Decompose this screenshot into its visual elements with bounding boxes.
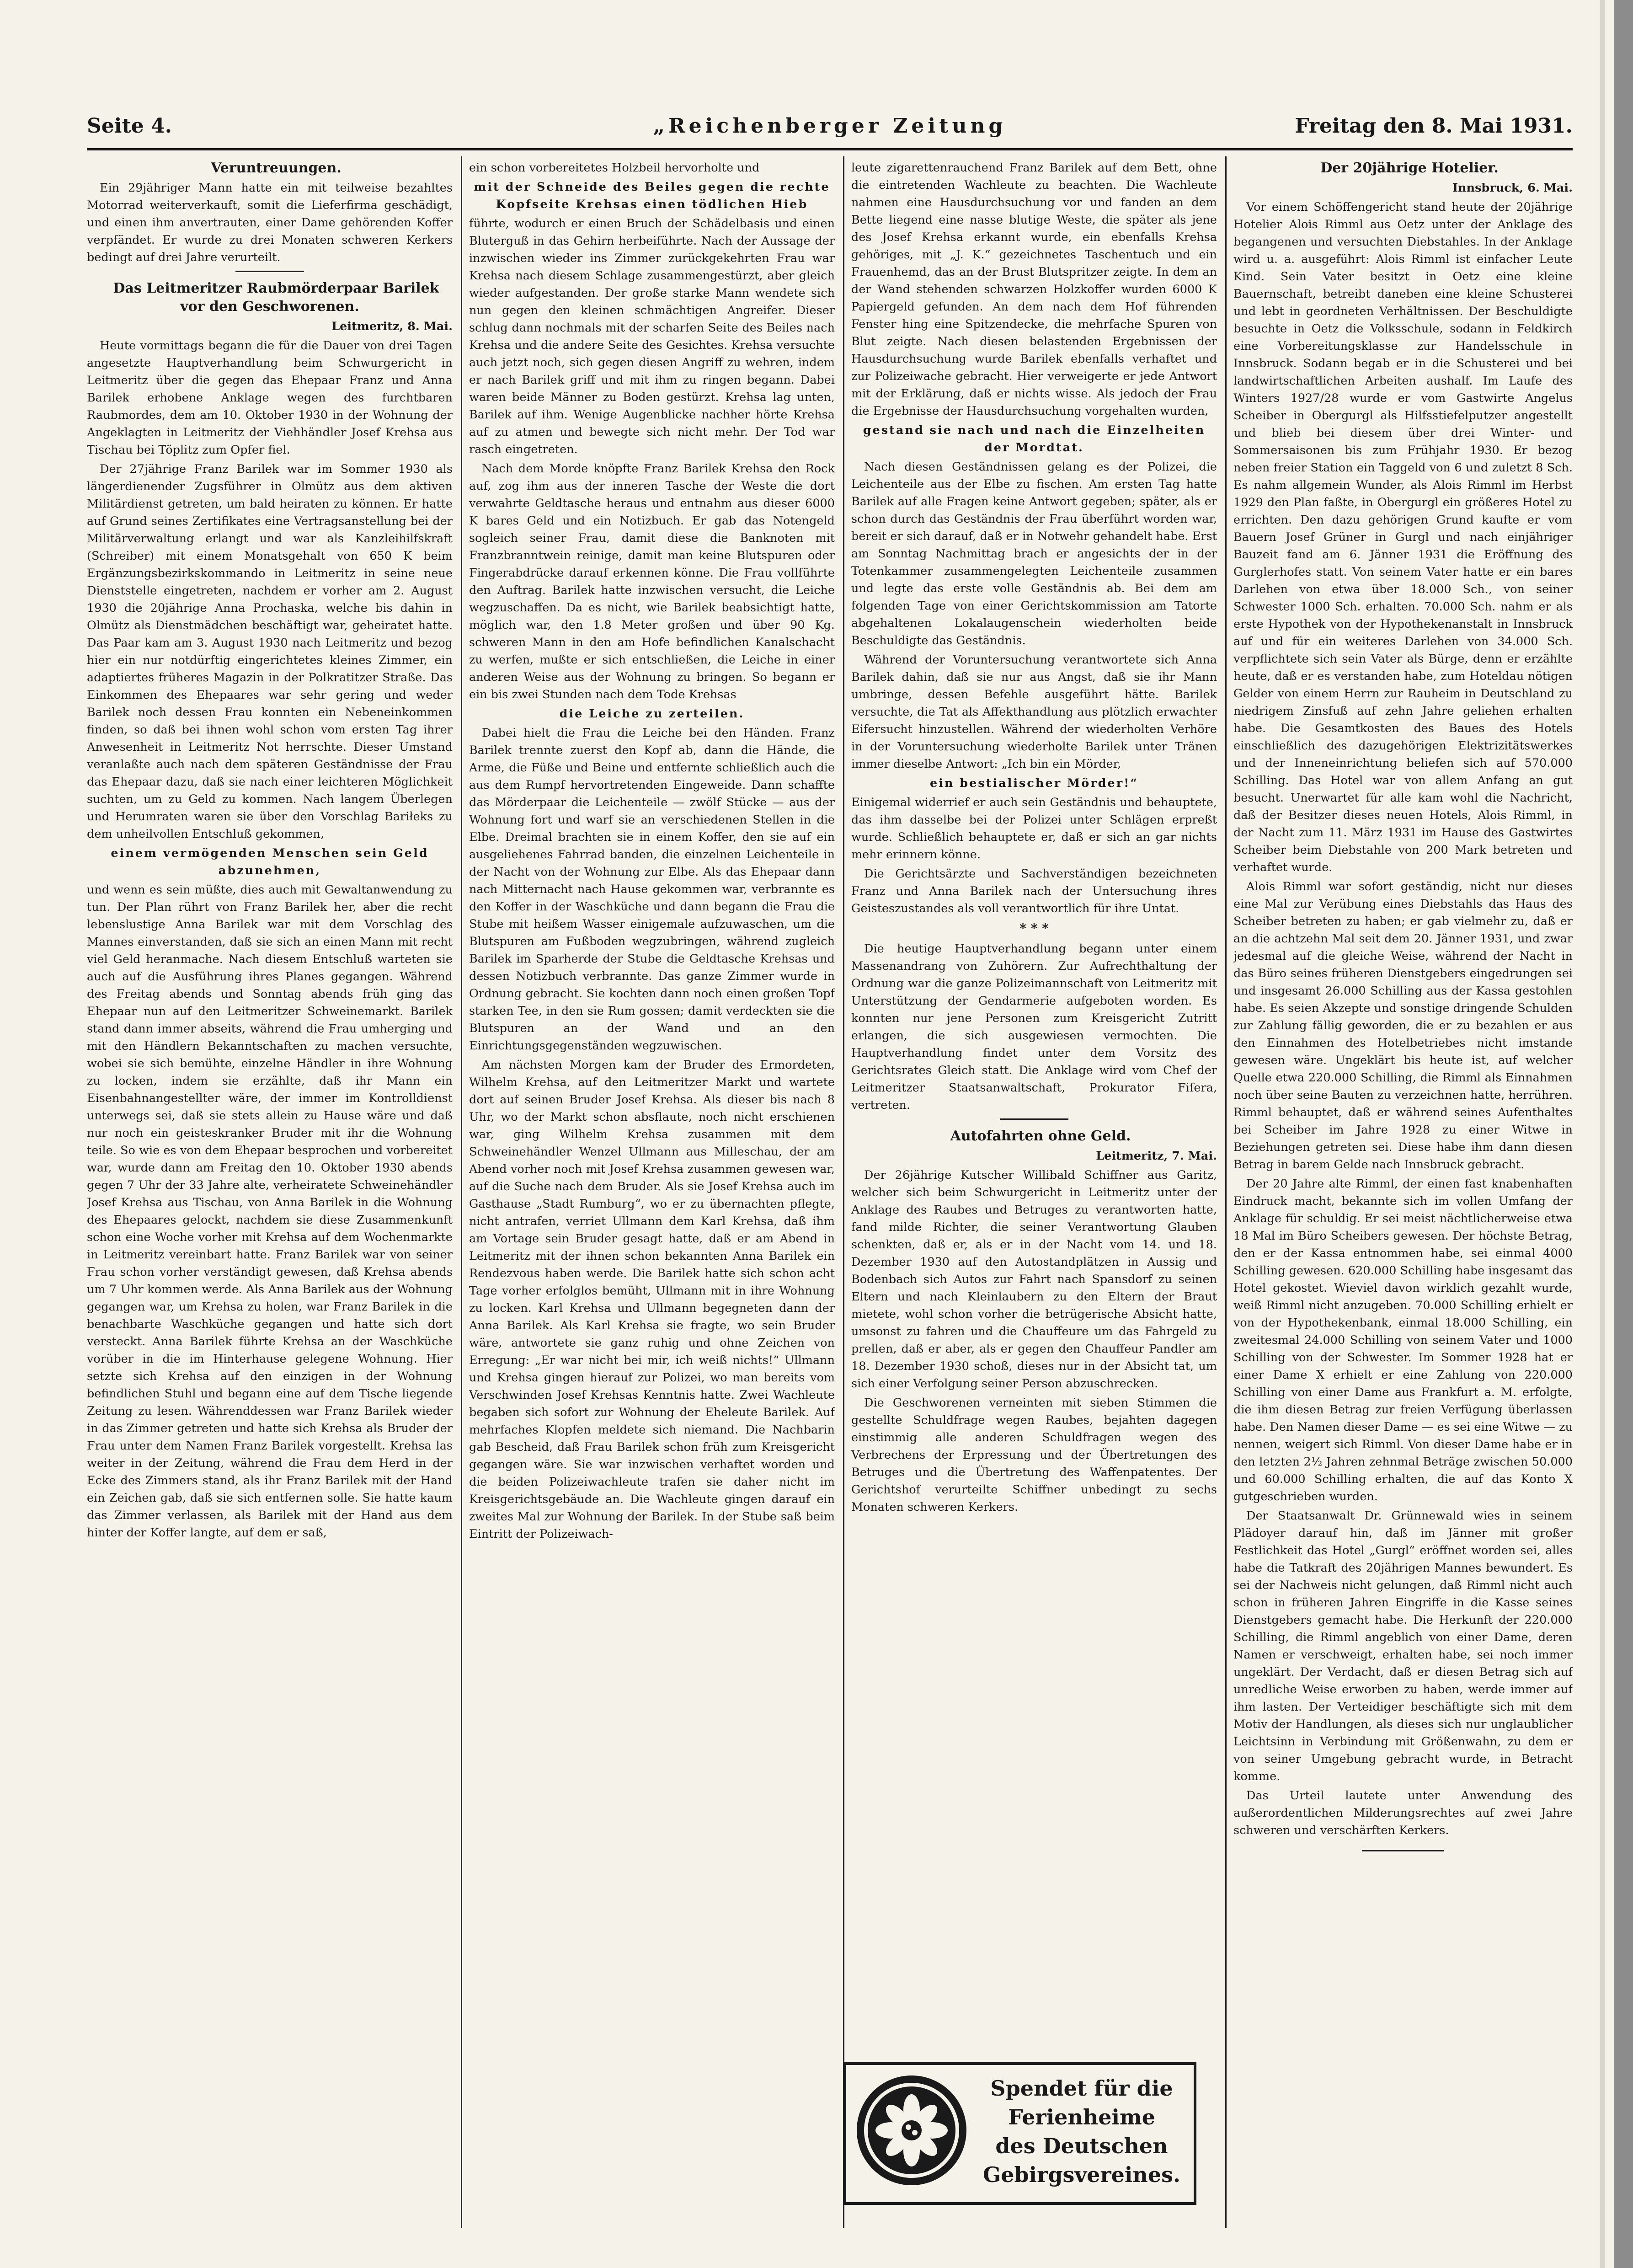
end-rule xyxy=(1362,1850,1444,1851)
paragraph: Dabei hielt die Frau die Leiche bei den Händen. Franz Barilek trennte zuerst den Kopf ab, dann die Hände, die Arme, die Füße und Beine und entfernte schließlich auch die aus dem Rumpf hervortretenden Eingeweide. Dann schaffte das Mörderpaar die Leichenteile — zwölf Stücke — aus der Wohnung fort und warf sie an verschiedenen Stellen in die Elbe. Dreimal brachten sie in einem Koffer, den sie auf ein ausgeliehenes Fahrrad banden, die einzelnen Leichenteile in der Nacht von der Wohnung zur Elbe. Als das Ehepaar dann nach Mitternacht nach Hause gekommen war, verbrannte es den Koffer in der Waschküche und dann begann die Frau die Stube mit heißem Wasser einigemale aufzuwaschen, um die Blutspuren am Fußboden wegzubringen, während zugleich Barilek im Sparherde der Stube die Geldtasche Krehsas und dessen Notizbuch verbrannte. Das ganze Zimmer wurde in Ordnung gebracht. Sie kochten dann noch einen großen Topf starken Tee, in den sie Rum gossen; damit verdeckten sie die Blutspuren an der Wand und an den Einrichtungsgegenständen wegzuwischen. xyxy=(469,726,835,1053)
paragraph: führte, wodurch er einen Bruch der Schädelbasis und einen Bluterguß in das Gehirn herbeiführte. Nach der Aussage der inzwischen wieder ins Zimmer zurückgekehrten Frau war Krehsa nach diesem Schlage zusammengestürzt, aber gleich wieder aufgestanden. Der große starke Mann wendete sich nun gegen den kleinen schmächtigen Angreifer. Dieser schlug dann nochmals mit der scharfen Seite des Beiles nach Krehsa und die andere Seite des Gesichtes. Krehsa versuchte auch jetzt noch, sich gegen diesen Angriff zu wehren, indem er nach Barilek griff und mit ihm zu ringen begann. Dabei waren beide Männer zu Boden gestürzt. Krehsa lag unten, Barilek auf ihm. Wenige Augenblicke nachher hörte Krehsa auf zu atmen und bewegte sich nicht mehr. Der Tod war rasch eingetreten. xyxy=(469,217,835,456)
header-rule xyxy=(87,148,1573,150)
paragraph: Am nächsten Morgen kam der Bruder des Ermordeten, Wilhelm Krehsa, auf den Leitmeritzer Markt und wartete dort auf seinen Bruder Josef Krehsa. Als dieser bis nach 8 Uhr, wo der Markt schon absflaute, noch nicht erschienen war, ging Wilhelm Krehsa zusammen mit dem Schweinehändler Wenzel Ullmann aus Milleschau, der am Abend vorher noch mit Josef Krehsa zusammen gewesen war, auf die Suche nach dem Bruder. Als sie Josef Krehsa auch im Gasthause „Stadt Rumburg“, wo er zu übernachten pflegte, nicht antrafen, verriet Ullmann dem Karl Krehsa, daß ihm am Vortage sein Bruder gesagt hatte, daß er am Abend in Leitmeritz mit der ihnen schon bekannten Anna Barilek ein Rendezvous haben werde. Die Barilek hatte sich schon acht Tage vorher erfolglos bemüht, Ullmann mit in ihre Wohnung zu locken. Karl Krehsa und Ullmann begegneten dann der Anna Barilek. Als Karl Krehsa sie fragte, wo sein Bruder wäre, antwortete sie ganz ruhig und ohne Zeichen von Erregung: „Er war nicht bei mir, ich weiß nichts!“ Ullmann und Krehsa gingen hierauf zur Polizei, wo man bereits vom Verschwinden Josef Krehsas Kenntnis hatte. Zwei Wachleute begaben sich sofort zur Wohnung der Eheleute Barilek. Auf mehrfaches Klopfen meldete sich niemand. Die Nachbarin gab Bescheid, daß Frau Barilek schon früh zum Kreisgericht gegangen wäre. Sie war inzwischen verhaftet worden und die beiden Polizeiwachleute trafen sie daher nicht im Kreisgerichtsgebäude an. Die Wachleute gingen darauf ein zweites Mal zur Wohnung der Barilek. In der Stube saß beim Eintritt der Polizeiwach- xyxy=(469,1058,835,1541)
paragraph: Ein 29jähriger Mann hatte ein mit teilweise bezahltes Motorrad weiterverkauft, somit die Lieferfirma geschädigt, und einen ihm anvertrauten, einer Dame gehörenden Koffer verpfändet. Er wurde zu drei Monaten schweren Kerkers bedingt auf drei Jahre verurteilt. xyxy=(87,181,453,264)
page-content xyxy=(87,114,1573,2236)
paragraph: leute zigarettenrauchend Franz Barilek auf dem Bett, ohne die eintretenden Wachleute zu beachten. Die Wachleute nahmen eine Hausdurchsuchung vor und fanden an dem Bette liegend eine nasse blutige Weste, die später als jene des Josef Krehsa erkannt wurde, ein ebenfalls Krehsa gehöriges, mit „J. K.“ gezeichnetes Taschentuch und ein Frauenhemd, das an der Brust Blutspritzer zeigte. In dem an der Wand stehenden schwarzen Holzkoffer wurden 6000 K Papiergeld gefunden. An dem nach dem Hof führenden Fenster hing eine Spitzendecke, die mehrfache Spuren von Blut zeigte. Nach diesen belastenden Ergebnissen der Hausdurchsuchung wurde Barilek ebenfalls verhaftet und zur Polizeiwache gebracht. Hier verweigerte er jede Antwort mit der Erklärung, daß er nichts wisse. Als jedoch der Frau die Ergebnisse der Hausdurchsuchung vorgehalten wurden, xyxy=(851,161,1217,418)
paragraph: Die Geschworenen verneinten mit sieben Stimmen die gestellte Schuldfrage wegen Raubes, bejahten dagegen einstimmig alle anderen Schuldfragen wegen des Verbrechens der Erpressung und der Übertretungen des Betruges und die Übertretung des Waffenpatentes. Der Gerichtshof verurteilte Schiffner unbedingt zu sechs Monaten schweren Kerkers. xyxy=(851,1396,1217,1514)
scan-border xyxy=(1614,0,1633,2268)
separator xyxy=(235,271,304,272)
paragraph: Einigemal widerrief er auch sein Geständnis und behauptete, das ihm dasselbe bei der Polizei unter Schlägen erpreßt wurde. Schließlich behauptete er, daß er sich an gar nichts mehr erinnern könne. xyxy=(851,796,1217,861)
column-3 xyxy=(851,159,1217,2034)
section-stars: * * * xyxy=(1019,921,1049,936)
paragraph: Vor einem Schöffengericht stand heute der 20jährige Hotelier Alois Rimml aus Oetz unter der Anklage des begangenen und versuchten Diebstahles. In der Anklage wird u. a. ausgeführt: Alois Rimml ist einfacher Leute Kind. Sein Vater besitzt in Oetz eine kleine Bauernschaft, betreibt daneben eine kleine Schusterei und lebt in geordneten Verhältnissen. Der Beschuldigte besuchte in Oetz die Volksschule, sodann in Feldkirch eine Vorbereitungsklasse zur Handelsschule in Innsbruck. Sodann begab er in die Schusterei und bei landwirtschaftlichen Arbeiten aushalf. Im Laufe des Winters 1927/28 wurde er vom Gastwirte Angelus Scheiber in Obergurgl als Hilfsstiefelputzer angestellt und blieb bei diesem über drei Winter- und Sommersaisonen bis zum Frühjahr 1930. Er bezog neben freier Station ein Taggeld von 6 und zuletzt 8 Sch. Es nahm allgemein Wunder, als Alois Rimml im Herbst 1929 den Plan faßte, in Obergurgl ein größeres Hotel zu errichten. Den dazu gehörigen Grund kaufte er vom Bauern Josef Grüner in Gurgl und nach einjähriger Bauzeit fand am 6. Jänner 1931 die Eröffnung des Gurglerhofes statt. Von seinem Vater hatte er ein bares Darlehen von etwa über 18.000 Sch., von seiner Schwester 1000 Sch. erhalten. 70.000 Sch. nahm er als erste Hypothek von der Hypothekenanstalt in Innsbruck auf und für ein weiteres Darlehen von 34.000 Sch. verpflichtete sich sein Vater als Bürge, denn er erzählte heute, daß er es verstanden habe, zum Hoteldau nötigen Gelder von einem Herrn zur Rauheim in Deutschland zu niedrigem Zinsfuß auf zehn Jahre geliehen erhalten habe. Die Gesamtkosten des Baues des Hotels einschließlich des dazugehörigen Elektrizitätswerkes und der Inneneinrichtung beliefen sich auf 570.000 Schilling. Das Hotel war von allem Anfang an gut besucht. Unerwartet für alle kam wohl die Nachricht, daß der Besitzer dieses neuen Hotels, Alois Rimml, in der Nacht zum 11. März 1931 im Hause des Gastwirtes Scheiber beim Diebstahle von 200 Mark betreten und verhaftet wurde. xyxy=(1233,200,1573,874)
subheading: einem vermögenden Menschen sein Geld abzunehmen, xyxy=(111,846,429,877)
paragraph: Die heutige Hauptverhandlung begann unter einem Massenandrang von Zuhörern. Zur Aufrechthaltung der Ordnung war die ganze Polizeimannschaft von Leitmeritz mit Unterstützung der Gendarmerie aufgeboten worden. Es konnten nur jene Personen zum Kreisgericht Zutritt erlangen, die sich ausgewiesen vermochten. Die Hauptverhandlung findet unter dem Vorsitz des Gerichtsrates Gleich statt. Die Anklage wird vom Chef der Leitmeritzer Staatsanwaltschaft, Prokurator Fiſera, vertreten. xyxy=(851,942,1217,1112)
paragraph: ein schon vorbereitetes Holzbeil hervorholte und xyxy=(469,161,760,175)
article-title: Der 20jährige Hotelier. xyxy=(1320,160,1499,176)
paragraph: Der 27jährige Franz Barilek war im Sommer 1930 als längerdienender Zugsführer in Olmütz aus dem aktiven Militärdienst getreten, um bald heiraten zu können. Er hatte auf Grund seines Zertifikates eine Vertragsanstellung bei der Militärverwaltung erlangt und war als Kanzleihilfskraft (Schreiber) mit einem Monatsgehalt von 650 K beim Ergänzungsbezirkskommando in Leitmeritz in seine neue Dienststelle eingetreten, nachdem er vorher am 2. August 1930 die 20jährige Anna Prochaska, welche bis dahin in Olmütz als Dienstmädchen beschäftigt war, geheiratet hatte. Das Paar kam am 3. August 1930 nach Leitmeritz und bezog hier ein nur notdürftig eingerichtetes kleines Zimmer, ein adaptiertes früheres Magazin in der Polkratitzer Straße. Das Einkommen des Ehepaares war sehr gering und weder Barilek noch dessen Frau konnten ein Nebeneinkommen finden, so daß bei ihnen wohl schon vom ersten Tag ihrer Anwesenheit in Leitmeritz Not herrschte. Dieser Umstand veranlaßte auch nach dem späteren Geständnisse der Frau das Ehepaar dazu, daß sie nach einer leichteren Möglichkeit suchten, um zu Geld zu kommen. Nach langem Überlegen und Herumraten waren sie über den Vorschlag Bariłeks zu dem unheilvollen Entschluß gekommen, xyxy=(87,462,453,841)
paragraph: Während der Voruntersuchung verantwortete sich Anna Barilek dahin, daß sie nur aus Angst, daß sie ihr Mann umbringe, dessen Befehle ausgeführt hätte. Barilek versuchte, die Tat als Affekthandlung aus plötzlich erwachter Eifersucht hinzustellen. Während der wiederholten Verhöre in der Voruntersuchung wiederholte Barilek unter Tränen immer dieselbe Antwort: „Ich bin ein Mörder, xyxy=(851,653,1217,771)
paragraph: Nach diesen Geständnissen gelang es der Polizei, die Leichenteile aus der Elbe zu fischen. Am ersten Tag hatte Barilek auf alle Fragen keine Antwort gegeben; später, als er schon durch das Geständnis der Frau überführt worden war, bereit er sich darauf, daß er in Notwehr gehandelt habe. Erst am Sonntag Nachmittag brach er angesichts der in der Totenkammer zusammengelegten Leichenteile zusammen und legte das erste volle Geständnis ab. Bei dem am folgenden Tage von einer Gerichtskommission am Tatorte abgehaltenen Lokalaugenschein wiederholten beide Beschuldigte das Geständnis. xyxy=(851,460,1217,647)
paragraph: Der Staatsanwalt Dr. Grünnewald wies in seinem Plädoyer darauf hin, daß im Jänner mit großer Festlichkeit das Hotel „Gurgl“ eröffnet worden sei, alles habe die Tatkraft des 20jährigen Mannes bewundert. Es sei der Nachweis nicht gelungen, daß Rimml nicht auch schon in früheren Jahren Eingriffe in die Kasse seines Dienstgebers gemacht habe. Die Herkunft der 220.000 Schilling, die Rimml angeblich von einer Dame, deren Namen er verschweigt, erhalten habe, sei noch immer ungeklärt. Der Verdacht, daß er diesen Betrag sich auf unredliche Weise erworben zu haben, werde immer auf ihm lasten. Der Verteidiger beschäftigte sich mit dem Motiv der Handlungen, als dieses sich nur unglaublicher Leichtsinn in Verbindung mit Größenwahn, zu dem er von seiner Umgebung gebracht wurde, in Betracht komme. xyxy=(1233,1509,1573,1783)
dateline: Leitmeritz, 8. Mai. xyxy=(331,320,453,333)
dateline: Innsbruck, 6. Mai. xyxy=(1452,181,1573,195)
column-rule xyxy=(843,156,844,2228)
article-title: Das Leitmeritzer Raubmörderpaar Barilek vor den Geschworenen. xyxy=(113,280,439,315)
paragraph: Der 20 Jahre alte Rimml, der einen fast knabenhaften Eindruck macht, bekannte sich im vollen Umfang der Anklage für schuldig. Er sei meist nächtlicherweise etwa 18 Mal im Büro Scheibers gewesen. Der höchste Betrag, den er der Kassa entnommen habe, sei einmal 4000 Schilling gewesen. 620.000 Schilling habe insgesamt das Hotel gekostet. Wieviel davon wirklich gezahlt wurde, weiß Rimml nicht anzugeben. 70.000 Schilling erhielt er von der Hypothekenbank, einmal 18.000 Schilling, ein zweitesmal 24.000 Schilling von seinem Vater und 1000 Schilling von der Schwester. Im Sommer 1928 hat er einer Dame X erhielt er eine Zahlung von 220.000 Schilling von einer Dame aus Frankfurt a. M. erfolgte, die ihm diesen Betrag zur freien Verfügung überlassen habe. Den Namen dieser Dame — es sei eine Witwe — zu nennen, weigert sich Rimml. Von dieser Dame habe er in den letzten 2½ Jahren zehnmal Beträge zwischen 50.000 und 60.000 Schilling erhalten, die auf das Konto X gutgeschrieben wurden. xyxy=(1233,1177,1573,1503)
column-4 xyxy=(1233,159,1573,2226)
paragraph: Nach dem Morde knöpfte Franz Barilek Krehsa den Rock auf, zog ihm aus der inneren Tasche der Weste die dort verwahrte Geldtasche heraus und entnahm aus dieser 6000 K bares Geld und ein Notizbuch. Er gab das Notengeld sogleich seiner Frau, damit diese die Banknoten mit Franzbranntwein reinige, damit man keine Blutspuren oder Fingerabdrücke darauf erkennen könne. Die Frau vollführte den Auftrag. Barilek hatte inzwischen versucht, die Leiche wegzuschaffen. Da es nicht, wie Barilek beabsichtigt hatte, möglich war, den 1.8 Meter großen und über 90 Kg. schweren Mann in den am Hofe befindlichen Kanalschacht zu werfen, mußte er sich entschließen, die Leiche in einer anderen Weise aus der Wohnung zu bringen. So begann er ein bis zwei Stunden nach dem Tode Krehsas xyxy=(469,462,835,701)
dateline: Leitmeritz, 7. Mai. xyxy=(1096,1149,1217,1163)
subheading: mit der Schneide des Beiles gegen die rechte Kopfseite Krehsas einen tödlichen Hieb xyxy=(474,180,830,211)
ad-line: Gebirgsvereines. xyxy=(982,2162,1181,2187)
advertisement-box xyxy=(843,2062,1196,2205)
advertisement-text xyxy=(979,2074,1185,2193)
subheading: gestand sie nach und nach die Einzelheiten der Mordtat. xyxy=(863,423,1206,455)
column-1 xyxy=(87,159,453,2226)
article-title: Autofahrten ohne Geld. xyxy=(950,1128,1131,1144)
paragraph: Heute vormittags begann die für die Dauer von drei Tagen angesetzte Hauptverhandlung beim Schwurgericht in Leitmeritz über die gegen das Ehepaar Franz und Anna Barilek erhobene Anklage wegen des furchtbaren Raubmordes, dem am 10. Oktober 1930 in der Wohnung der Angeklagten in Leitmeritz der Viehhändler Josef Krehsa aus Tischau bei Töplitz zum Opfer fiel. xyxy=(87,339,453,457)
page-header xyxy=(87,114,1573,146)
edelweiss-emblem-icon xyxy=(854,2073,969,2188)
page-edge-shadow xyxy=(1600,0,1605,2268)
ad-line: Spendet für die xyxy=(990,2076,1173,2101)
paragraph: Das Urteil lautete unter Anwendung des außerordentlichen Milderungsrechtes auf zwei Jahre schweren und verschärften Kerkers. xyxy=(1233,1789,1573,1837)
subheading: die Leiche zu zerteilen. xyxy=(559,707,745,721)
paragraph: Alois Rimml war sofort geständig, nicht nur dieses eine Mal zur Verübung eines Diebstahls das Haus des Scheiber betreten zu haben; er gab vielmehr zu, daß er an die achtzehn Mal seit dem 20. Jänner 1931, und zwar jedesmal auf die gleiche Weise, während der Nacht in das Büro seines früheren Dienstgebers eingedrungen sei und insgesamt 26.000 Schilling aus der Kassa gestohlen habe. Es seien Akzepte und sonstige dringende Schulden zur Zahlung fällig geworden, die er zu bezahlen er aus den Einnahmen des Hotelbetriebes nicht imstande gewesen wäre. Ungeklärt bis heute ist, auf welcher Quelle etwa 220.000 Schilling, die Rimml als Einnahmen noch über seine Bauten zu verzeichnen hatte, herrühren. Rimml behauptet, daß er während seines Aufenthaltes bei Scheiber im Jahre 1928 zu einer Witwe in Beziehungen getreten sei. Diese habe ihm dann diesen Betrag in barem Gelde nach Innsbruck gebracht. xyxy=(1233,880,1573,1171)
ad-line: des Deutschen xyxy=(995,2134,1168,2158)
ad-line: Ferienheime xyxy=(1008,2105,1155,2129)
column-rule xyxy=(1225,156,1227,2228)
article-title: Veruntreuungen. xyxy=(211,160,342,176)
page-number: Seite 4. xyxy=(87,114,172,138)
column-2 xyxy=(469,159,835,2226)
subheading: ein bestialischer Mörder!“ xyxy=(929,776,1139,790)
paragraph: Der 26jährige Kutscher Willibald Schiffner aus Garitz, welcher sich beim Schwurgericht in Leitmeritz unter der Anklage des Raubes und Betruges zu verantworten hatte, fand milde Richter, die seiner Verantwortung Glauben schenkten, daß er, als er in der Nacht vom 14. und 18. Dezember 1930 auf den Autostandplätzen in Aussig und Bodenbach sich Autos zur Fahrt nach Spansdorf zu seinen Eltern und nach Kleinlaubern zu den Eltern der Braut mietete, wohl schon vorher die betrügerische Absicht hatte, umsonst zu fahren und die Chauffeure um das Fahrgeld zu prellen, daß er aber, als er gegen den Chauffeur Pandler am 18. Dezember 1930 schoß, dieses nur in der Absicht tat, um sich einer Verfolgung seiner Person abzuschrecken. xyxy=(851,1168,1217,1391)
paragraph: und wenn es sein müßte, dies auch mit Gewaltanwendung zu tun. Der Plan rührt von Franz Barilek her, aber die recht lebenslustige Anna Barilek war mit dem Vorschlag des Mannes einverstanden, daß sie sich an einen Mann mit recht viel Geld heranmache. Nach diesem Entschluß warteten sie auch auf die Ausführung ihres Planes gegangen. Während des Freitag abends und Sonntag abends früh ging das Ehepaar nun auf den Leitmeritzer Schweinemarkt. Barilek stand dann immer abseits, während die Frau umherging und mit den Händlern Bekanntschaften zu machen versuchte, wobei sie sich bemühte, einzelne Händler in ihre Wohnung zu locken, indem sie erzählte, daß ihr Mann ein Eisenbahnangestellter wäre, der immer im Kontrolldienst unterwegs sei, daß sie stets allein zu Hause wäre und daß nur noch ein geisteskranker Bruder mit ihr die Wohnung teile. So wie es von dem Ehepaar besprochen und vorbereitet war, wurde dann am Freitag den 10. Oktober 1930 abends gegen 7 Uhr der 33 Jahre alte, verheiratete Schweinehändler Josef Krehsa aus Tischau, von Anna Barilek in die Wohnung des Ehepaares gelockt, nachdem sie diese Zusammenkunft schon eine Woche vorher mit Krehsa auf dem Wochenmarkte in Leitmeritz vereinbart hatte. Franz Barilek war von seiner Frau schon vorher verständigt gewesen, daß Krehsa abends um 7 Uhr kommen werde. Als Anna Barilek aus der Wohnung gegangen war, um Krehsa zu holen, war Franz Barilek in die benachbarte Waschküche gegangen und hatte sich dort versteckt. Anna Barilek führte Krehsa an der Waschküche vorüber in die im Hinterhause gelegene Wohnung. Hier setzte sich Krehsa auf den einzigen in der Wohnung befindlichen Stuhl und begann eine auf dem Tische liegende Zeitung zu lesen. Währenddessen war Franz Barilek wieder in das Zimmer getreten und hatte sich Krehsa als Bruder der Frau unter dem Namen Franz Barilek vorgestellt. Krehsa las weiter in der Zeitung, während die Frau dem Herd in der Ecke des Zimmers stand, als ihr Franz Barilek mit der Hand ein Zeichen gab, daß sie sich entfernen solle. Sie hatte kaum das Zimmer verlassen, als Barilek mit der Hand aus dem hinter der Koffer langte, auf dem er saß, xyxy=(87,883,453,1540)
issue-date: Freitag den 8. Mai 1931. xyxy=(1295,114,1573,138)
separator xyxy=(1000,1118,1068,1120)
masthead: „Reichenberger Zeitung xyxy=(653,114,1007,138)
column-rule xyxy=(461,156,462,2228)
paragraph: Die Gerichtsärzte und Sachverständigen bezeichneten Franz und Anna Barilek nach der Untersuchung ihres Geisteszustandes als voll verantwortlich für ihre Untat. xyxy=(851,867,1217,915)
